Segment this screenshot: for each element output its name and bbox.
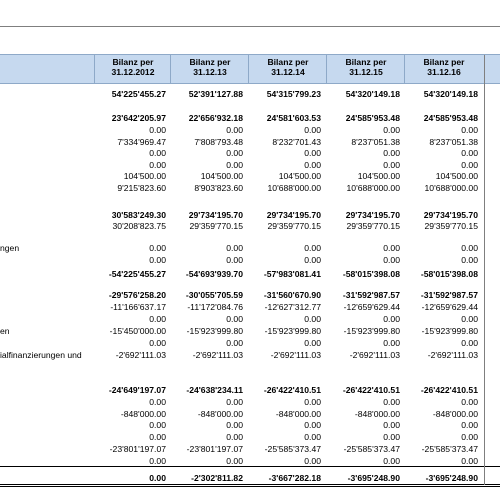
table-cell: -15'923'999.80 (186, 326, 243, 336)
table-cell: -58'015'398.08 (342, 269, 400, 279)
table-cell: -848'000.00 (120, 409, 166, 419)
table-cell: -30'055'705.59 (185, 290, 243, 300)
column-header (251, 57, 325, 77)
table-cell: 0.00 (304, 432, 321, 442)
table-cell: -848'000.00 (432, 409, 478, 419)
table-cell: 8'237'051.38 (351, 137, 400, 147)
table-cell: 0.00 (226, 243, 243, 253)
table-cell: 29'734'195.70 (266, 210, 321, 220)
top-border (0, 26, 500, 27)
table-cell: -31'592'987.57 (420, 290, 478, 300)
total-double-rule (0, 484, 500, 487)
right-border (484, 55, 485, 485)
table-cell: 10'688'000.00 (424, 183, 478, 193)
table-cell: 0.00 (149, 255, 166, 265)
table-cell: 0.00 (383, 314, 400, 324)
column-header-date: 31.12.14 (271, 67, 305, 77)
table-row (0, 326, 500, 336)
table-cell: 0.00 (383, 420, 400, 430)
table-cell: 24'585'953.48 (423, 113, 478, 123)
table-cell: 104'500.00 (357, 171, 400, 181)
table-cell: 0.00 (226, 314, 243, 324)
table-cell: 0.00 (461, 243, 478, 253)
column-header-line1: Bilanz per (112, 57, 154, 67)
table-cell: -848'000.00 (197, 409, 243, 419)
table-cell: 10'688'000.00 (267, 183, 321, 193)
column-divider (170, 55, 171, 83)
table-cell: -25'585'373.47 (264, 444, 321, 454)
table-row (0, 302, 500, 312)
table-cell: -3'667'282.18 (268, 473, 321, 483)
table-cell: -54'693'939.70 (185, 269, 243, 279)
column-header (407, 57, 481, 77)
table-cell: 29'734'195.70 (188, 210, 243, 220)
table-row (0, 409, 500, 419)
table-cell: -12'627'312.77 (264, 302, 321, 312)
table-cell: 0.00 (461, 397, 478, 407)
table-row (0, 314, 500, 324)
column-header-line1: Bilanz per (423, 57, 465, 67)
table-cell: 54'320'149.18 (345, 89, 400, 99)
table-cell: 0.00 (383, 160, 400, 170)
table-row (0, 171, 500, 181)
column-header (329, 57, 403, 77)
table-cell: -2'692'111.03 (115, 350, 166, 360)
table-cell: 0.00 (304, 420, 321, 430)
table-row (0, 456, 500, 466)
table-cell: 0.00 (461, 255, 478, 265)
table-cell: -15'923'999.80 (343, 326, 400, 336)
table-cell: -2'302'811.82 (191, 473, 243, 483)
table-cell: 0.00 (226, 338, 243, 348)
table-cell: 0.00 (149, 456, 166, 466)
table-cell: -54'225'455.27 (108, 269, 166, 279)
table-cell: 54'315'799.23 (266, 89, 321, 99)
table-cell: -848'000.00 (354, 409, 400, 419)
column-divider (404, 55, 405, 83)
table-cell: 29'359'770.15 (346, 221, 400, 231)
table-row (0, 113, 500, 123)
table-cell: 0.00 (149, 473, 166, 483)
table-cell: 7'334'969.47 (117, 137, 166, 147)
table-cell: 104'500.00 (278, 171, 321, 181)
table-cell: 0.00 (226, 456, 243, 466)
table-cell: 29'734'195.70 (423, 210, 478, 220)
table-cell: -58'015'398.08 (420, 269, 478, 279)
table-cell: 54'225'455.27 (111, 89, 166, 99)
table-cell: 30'583'249.30 (111, 210, 166, 220)
table-row (0, 125, 500, 135)
table-cell: 10'688'000.00 (346, 183, 400, 193)
table-row (0, 290, 500, 300)
table-cell: -24'649'197.07 (108, 385, 166, 395)
table-cell: 0.00 (383, 255, 400, 265)
table-row (0, 338, 500, 348)
table-cell: 0.00 (226, 148, 243, 158)
table-cell: 0.00 (383, 125, 400, 135)
table-cell: 0.00 (226, 420, 243, 430)
table-cell: 9'215'823.60 (117, 183, 166, 193)
table-cell: 0.00 (383, 243, 400, 253)
column-header (96, 57, 170, 77)
table-cell: 0.00 (304, 243, 321, 253)
row-label: en (0, 326, 10, 336)
table-cell: 0.00 (461, 125, 478, 135)
table-cell: 24'585'953.48 (345, 113, 400, 123)
table-row (0, 89, 500, 99)
table-row (0, 148, 500, 158)
table-cell: -15'450'000.00 (109, 326, 166, 336)
table-cell: 23'642'205.97 (111, 113, 166, 123)
row-label: ngen (0, 243, 20, 253)
column-header-line1: Bilanz per (267, 57, 309, 67)
table-cell: 0.00 (461, 432, 478, 442)
table-cell: 0.00 (383, 397, 400, 407)
table-cell: -12'659'629.44 (343, 302, 400, 312)
table-cell: -3'695'248.90 (347, 473, 400, 483)
column-header (173, 57, 247, 77)
table-row (0, 269, 500, 279)
table-row (0, 444, 500, 454)
table-cell: -31'592'987.57 (342, 290, 400, 300)
table-cell: 22'656'932.18 (188, 113, 243, 123)
table-cell: -15'923'999.80 (421, 326, 478, 336)
table-cell: -848'000.00 (275, 409, 321, 419)
table-cell: -25'585'373.47 (343, 444, 400, 454)
table-cell: 0.00 (304, 160, 321, 170)
table-cell: -15'923'999.80 (264, 326, 321, 336)
table-cell: 0.00 (304, 338, 321, 348)
table-cell: -24'638'234.11 (186, 385, 243, 395)
table-row (0, 385, 500, 395)
table-cell: 0.00 (304, 125, 321, 135)
table-cell: 29'359'770.15 (424, 221, 478, 231)
table-cell: 0.00 (226, 432, 243, 442)
table-cell: -31'560'670.90 (263, 290, 321, 300)
table-cell: 0.00 (461, 338, 478, 348)
table-cell: -26'422'410.51 (342, 385, 400, 395)
table-row (0, 420, 500, 430)
table-cell: -11'166'637.17 (110, 302, 166, 312)
table-cell: 0.00 (383, 456, 400, 466)
table-cell: 29'359'770.15 (267, 221, 321, 231)
table-cell: -26'422'410.51 (420, 385, 478, 395)
column-header-line1: Bilanz per (345, 57, 387, 67)
table-cell: 0.00 (461, 314, 478, 324)
table-row (0, 221, 500, 231)
table-cell: -25'585'373.47 (421, 444, 478, 454)
column-header-line1: Bilanz per (189, 57, 231, 67)
table-cell: 0.00 (461, 420, 478, 430)
table-cell: 0.00 (226, 125, 243, 135)
table-cell: -2'692'111.03 (427, 350, 478, 360)
table-cell: 0.00 (304, 255, 321, 265)
table-cell: -57'983'081.41 (263, 269, 321, 279)
table-cell: 29'359'770.15 (189, 221, 243, 231)
table-row (0, 473, 500, 483)
table-cell: -2'692'111.03 (349, 350, 400, 360)
column-divider (326, 55, 327, 83)
table-cell: 24'581'603.53 (266, 113, 321, 123)
table-cell: 0.00 (226, 397, 243, 407)
column-header-date: 31.12.2012 (111, 67, 155, 77)
table-row (0, 432, 500, 442)
table-cell: 0.00 (149, 338, 166, 348)
row-label: ialfinanzierungen und (0, 350, 82, 360)
table-cell: 104'500.00 (123, 171, 166, 181)
table-cell: 0.00 (383, 432, 400, 442)
table-row (0, 397, 500, 407)
column-header-date: 31.12.13 (193, 67, 227, 77)
table-row (0, 160, 500, 170)
table-cell: 0.00 (149, 397, 166, 407)
table-cell: 0.00 (304, 314, 321, 324)
table-cell: -3'695'248.90 (425, 473, 478, 483)
table-cell: 0.00 (304, 456, 321, 466)
table-row (0, 243, 500, 253)
table-cell: 0.00 (304, 397, 321, 407)
table-cell: 104'500.00 (200, 171, 243, 181)
table-cell: 8'232'701.43 (272, 137, 321, 147)
table-cell: -12'659'629.44 (421, 302, 478, 312)
total-top-rule (0, 466, 500, 467)
table-row (0, 183, 500, 193)
table-cell: 8'903'823.60 (194, 183, 243, 193)
table-cell: 0.00 (149, 420, 166, 430)
table-row (0, 350, 500, 360)
table-cell: -26'422'410.51 (263, 385, 321, 395)
table-cell: 0.00 (149, 125, 166, 135)
table-cell: 54'320'149.18 (423, 89, 478, 99)
column-divider (248, 55, 249, 83)
table-cell: 7'808'793.48 (194, 137, 243, 147)
table-cell: 52'391'127.88 (188, 89, 243, 99)
table-cell: 0.00 (461, 160, 478, 170)
table-cell: 0.00 (226, 255, 243, 265)
column-header-date: 31.12.16 (427, 67, 461, 77)
table-row (0, 137, 500, 147)
table-cell: -23'801'197.07 (186, 444, 243, 454)
table-cell: -11'172'084.76 (187, 302, 243, 312)
table-cell: 0.00 (461, 148, 478, 158)
table-cell: 0.00 (226, 160, 243, 170)
table-row (0, 210, 500, 220)
table-cell: 0.00 (149, 160, 166, 170)
table-cell: 30'208'823.75 (112, 221, 166, 231)
table-cell: -2'692'111.03 (270, 350, 321, 360)
table-cell: -23'801'197.07 (109, 444, 166, 454)
table-cell: 0.00 (149, 148, 166, 158)
table-cell: 0.00 (383, 148, 400, 158)
column-divider (94, 55, 95, 83)
table-cell: 104'500.00 (435, 171, 478, 181)
table-cell: 0.00 (149, 432, 166, 442)
table-cell: 29'734'195.70 (345, 210, 400, 220)
column-header-date: 31.12.15 (349, 67, 383, 77)
table-cell: -2'692'111.03 (192, 350, 243, 360)
table-cell: 0.00 (461, 456, 478, 466)
table-cell: 0.00 (383, 338, 400, 348)
table-cell: 0.00 (149, 314, 166, 324)
table-cell: -29'576'258.20 (108, 290, 166, 300)
table-row (0, 255, 500, 265)
table-cell: 0.00 (149, 243, 166, 253)
table-cell: 8'237'051.38 (429, 137, 478, 147)
table-cell: 0.00 (304, 148, 321, 158)
